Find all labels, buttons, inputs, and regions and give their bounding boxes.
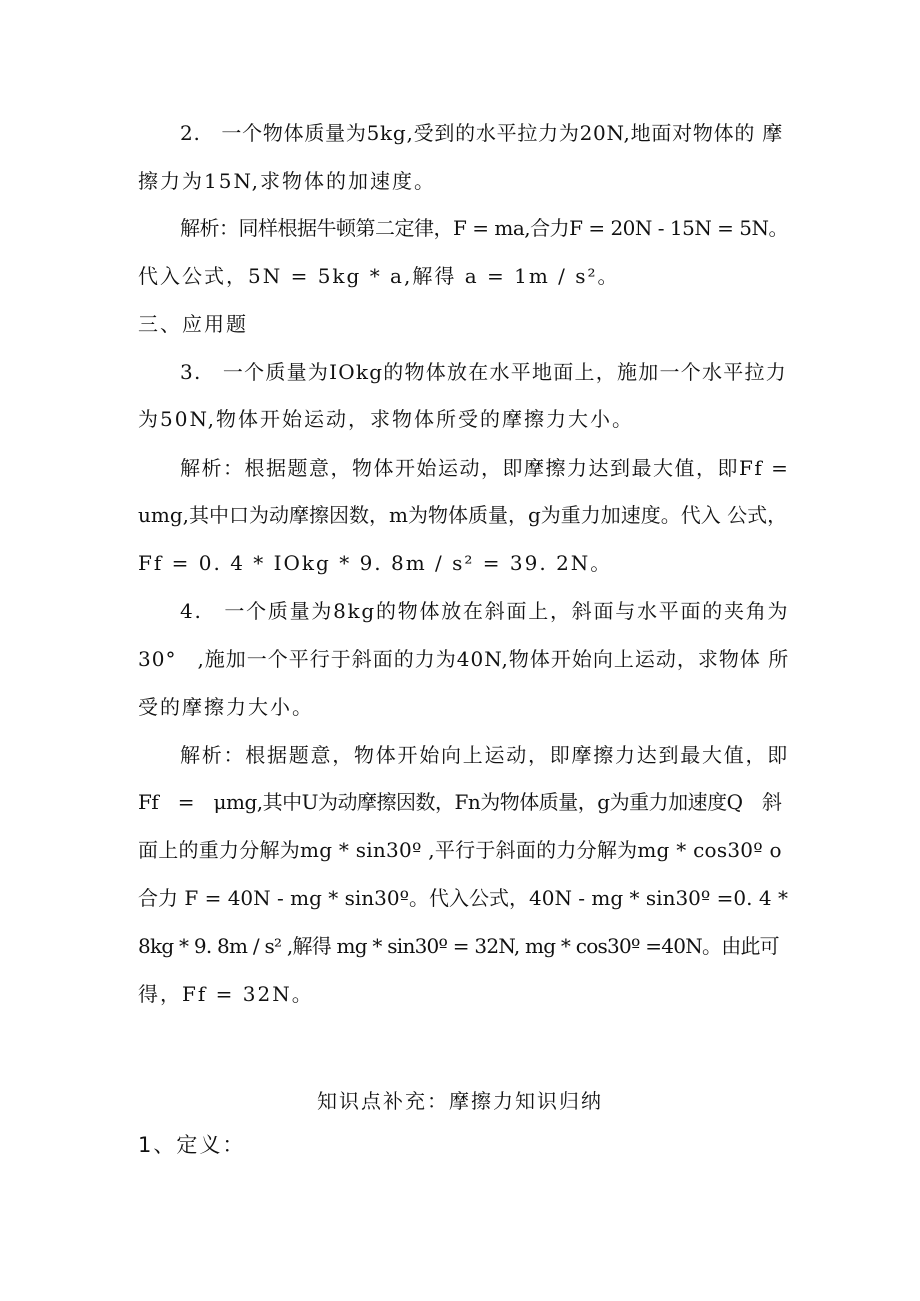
solution-3-line-3: Ff = 0. 4 * IOkg * 9. 8m / s² = 39. 2N。 xyxy=(138,551,613,575)
problem-4-line-1: 4. 一个质量为8kg的物体放在斜面上，斜面与水平面的夹角为 xyxy=(180,599,790,623)
problem-4-line-3: 受的摩擦力大小。 xyxy=(138,695,314,719)
problem-3-line-2: 为50N,物体开始运动，求物体所受的摩擦力大小。 xyxy=(138,407,635,431)
problem-2-line-1: 2. 一个物体质量为5kg,受到的水平拉力为20N,地面对物体的 摩 xyxy=(180,121,783,145)
section-heading-definition: 1、定义： xyxy=(138,1133,246,1157)
solution-3-line-2: umg,其中口为动摩擦因数，m为物体质量，g为重力加速度。代入 公式， xyxy=(138,503,788,527)
solution-4-line-6: 得，Ff = 32N。 xyxy=(138,982,314,1006)
section-heading-application: 三、应用题 xyxy=(138,312,248,336)
problem-2-line-2: 擦力为15N,求物体的加速度。 xyxy=(138,169,437,193)
solution-4-line-2: Ff = μmg,其中U为动摩擦因数，Fn为物体质量，g为重力加速度Q 斜 xyxy=(138,790,782,814)
supplement-title: 知识点补充：摩擦力知识归纳 xyxy=(317,1089,603,1113)
problem-4-line-2: 30° ,施加一个平行于斜面的力为40N,物体开始向上运动，求物体 所 xyxy=(138,647,790,671)
problem-3-line-1: 3. 一个质量为IOkg的物体放在水平地面上，施加一个水平拉力 xyxy=(180,360,788,384)
solution-4-line-3: 面上的重力分解为mg * sin30º ,平行于斜面的力分解为mg * cos30º o xyxy=(138,838,782,862)
solution-4-line-4: 合力 F = 40N - mg * sin30º。代入公式，40N - mg * sin30º =0. 4 * xyxy=(138,886,788,910)
solution-4-line-5: 8kg * 9. 8m / s² ,解得 mg * sin30º = 32N, mg * cos30º =40N。由此可 xyxy=(138,934,779,958)
solution-4-line-1: 解析：根据题意，物体开始向上运动，即摩擦力达到最大值，即 xyxy=(180,743,789,767)
solution-2-line-2: 代入公式，5N = 5kg * a,解得 a = 1m / s²。 xyxy=(138,264,620,288)
solution-2-line-1: 解析：同样根据牛顿第二定律，F = ma,合力F = 20N - 15N = 5N。 xyxy=(180,216,789,240)
solution-3-line-1: 解析：根据题意，物体开始运动，即摩擦力达到最大值，即Ff = xyxy=(180,456,790,480)
